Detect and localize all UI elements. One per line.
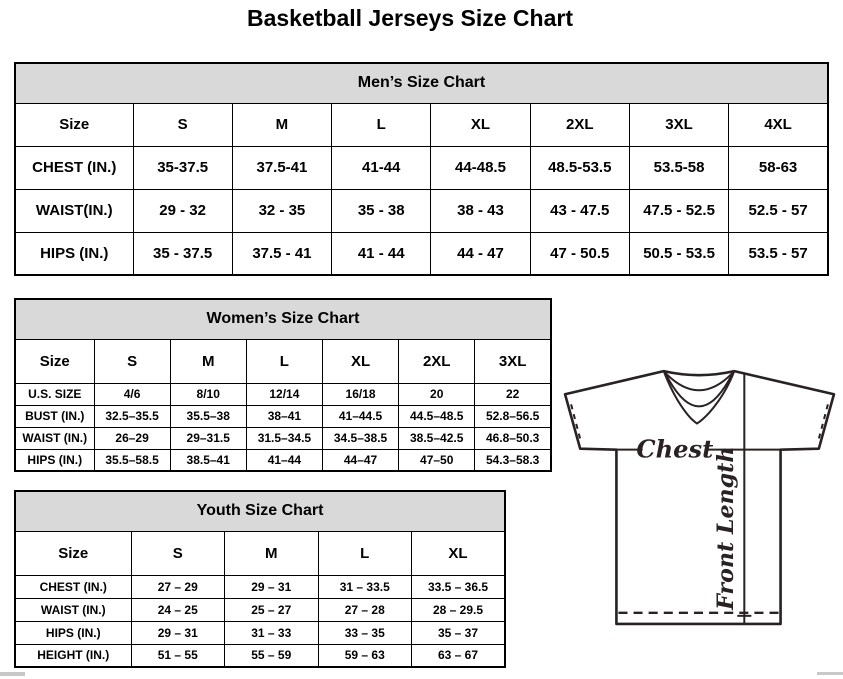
size-value: 41–44 <box>246 449 322 471</box>
size-value: 47.5 - 52.5 <box>629 189 728 232</box>
jersey-vneck <box>664 371 734 423</box>
jersey-diagram <box>556 362 843 632</box>
size-value: 4/6 <box>94 383 170 405</box>
size-value: 25 – 27 <box>225 598 319 621</box>
size-value: 58-63 <box>729 146 828 189</box>
size-value: 52.5 - 57 <box>729 189 828 232</box>
jersey-body-outline <box>565 371 834 624</box>
row-label: CHEST (IN.) <box>15 146 133 189</box>
size-value: 27 – 28 <box>318 598 412 621</box>
table-row <box>15 232 828 275</box>
column-header: 2XL <box>530 103 629 146</box>
column-header: M <box>170 339 246 383</box>
size-value: 28 – 29.5 <box>412 598 506 621</box>
youth_chart-title: Youth Size Chart <box>15 491 505 531</box>
size-value: 44–47 <box>322 449 398 471</box>
column-header: L <box>318 531 412 575</box>
column-header: S <box>94 339 170 383</box>
size-value: 47–50 <box>399 449 475 471</box>
size-value: 48.5-53.5 <box>530 146 629 189</box>
table-row <box>15 405 551 427</box>
mens-size-chart-table <box>14 62 829 276</box>
column-header: Size <box>15 339 94 383</box>
size-value: 31.5–34.5 <box>246 427 322 449</box>
row-label: WAIST (IN.) <box>15 598 131 621</box>
jersey-outline-svg <box>556 362 843 632</box>
column-header: XL <box>431 103 530 146</box>
table-row <box>15 621 505 644</box>
table-row <box>15 427 551 449</box>
table-row <box>15 189 828 232</box>
size-value: 43 - 47.5 <box>530 189 629 232</box>
size-value: 35 - 37.5 <box>133 232 232 275</box>
size-value: 35 - 38 <box>332 189 431 232</box>
page-title: Basketball Jerseys Size Chart <box>246 5 573 31</box>
column-header: XL <box>322 339 398 383</box>
table-row <box>15 598 505 621</box>
size-value: 34.5–38.5 <box>322 427 398 449</box>
size-value: 33 – 35 <box>318 621 412 644</box>
table-row <box>15 575 505 598</box>
scrollbar-fragment-right[interactable] <box>817 672 843 675</box>
size-value: 44-48.5 <box>431 146 530 189</box>
column-header: 2XL <box>399 339 475 383</box>
size-value: 33.5 – 36.5 <box>412 575 506 598</box>
table-row <box>15 644 505 667</box>
size-value: 22 <box>475 383 551 405</box>
column-header: M <box>225 531 319 575</box>
size-value: 41 - 44 <box>332 232 431 275</box>
row-label: U.S. SIZE <box>15 383 94 405</box>
size-value: 55 – 59 <box>225 644 319 667</box>
size-value: 50.5 - 53.5 <box>629 232 728 275</box>
column-header: L <box>246 339 322 383</box>
column-header: 4XL <box>729 103 828 146</box>
row-label: BUST (IN.) <box>15 405 94 427</box>
scrollbar-fragment-left[interactable] <box>0 672 25 676</box>
size-value: 31 – 33.5 <box>318 575 412 598</box>
size-value: 38 - 43 <box>431 189 530 232</box>
size-value: 20 <box>399 383 475 405</box>
size-value: 35 – 37 <box>412 621 506 644</box>
column-header: S <box>131 531 225 575</box>
size-value: 41-44 <box>332 146 431 189</box>
size-value: 32.5–35.5 <box>94 405 170 427</box>
row-label: WAIST(IN.) <box>15 189 133 232</box>
size-value: 16/18 <box>322 383 398 405</box>
size-value: 51 – 55 <box>131 644 225 667</box>
size-value: 63 – 67 <box>412 644 506 667</box>
column-header: S <box>133 103 232 146</box>
size-value: 52.8–56.5 <box>475 405 551 427</box>
size-value: 29 – 31 <box>225 575 319 598</box>
size-value: 35-37.5 <box>133 146 232 189</box>
size-value: 35.5–38 <box>170 405 246 427</box>
column-header: L <box>332 103 431 146</box>
column-header: M <box>232 103 331 146</box>
size-value: 46.8–50.3 <box>475 427 551 449</box>
womens-size-chart-table <box>14 298 552 472</box>
size-value: 53.5-58 <box>629 146 728 189</box>
size-value: 12/14 <box>246 383 322 405</box>
mens_chart-title: Men’s Size Chart <box>15 63 828 103</box>
size-value: 44.5–48.5 <box>399 405 475 427</box>
size-value: 38.5–41 <box>170 449 246 471</box>
womens_chart-title: Women’s Size Chart <box>15 299 551 339</box>
size-value: 41–44.5 <box>322 405 398 427</box>
size-value: 54.3–58.3 <box>475 449 551 471</box>
column-header: XL <box>412 531 506 575</box>
size-value: 53.5 - 57 <box>729 232 828 275</box>
column-header: Size <box>15 531 131 575</box>
front-length-label: Front Length <box>713 446 740 610</box>
size-value: 29 - 32 <box>133 189 232 232</box>
row-label: HIPS (IN.) <box>15 232 133 275</box>
jersey-collar-arc-2 <box>665 372 733 406</box>
size-value: 47 - 50.5 <box>530 232 629 275</box>
size-value: 37.5-41 <box>232 146 331 189</box>
size-value: 59 – 63 <box>318 644 412 667</box>
table-row <box>15 146 828 189</box>
size-value: 31 – 33 <box>225 621 319 644</box>
row-label: HIPS (IN.) <box>15 449 94 471</box>
size-value: 32 - 35 <box>232 189 331 232</box>
row-label: WAIST (IN.) <box>15 427 94 449</box>
size-value: 29–31.5 <box>170 427 246 449</box>
column-header: 3XL <box>629 103 728 146</box>
row-label: HEIGHT (IN.) <box>15 644 131 667</box>
chest-label: Chest <box>636 434 714 464</box>
row-label: CHEST (IN.) <box>15 575 131 598</box>
youth-size-chart-table <box>14 490 506 668</box>
size-value: 44 - 47 <box>431 232 530 275</box>
table-row <box>15 449 551 471</box>
size-value: 26–29 <box>94 427 170 449</box>
size-value: 35.5–58.5 <box>94 449 170 471</box>
size-value: 8/10 <box>170 383 246 405</box>
column-header: Size <box>15 103 133 146</box>
table-row <box>15 383 551 405</box>
size-value: 29 – 31 <box>131 621 225 644</box>
row-label: HIPS (IN.) <box>15 621 131 644</box>
size-value: 38.5–42.5 <box>399 427 475 449</box>
size-value: 37.5 - 41 <box>232 232 331 275</box>
size-value: 27 – 29 <box>131 575 225 598</box>
column-header: 3XL <box>475 339 551 383</box>
size-value: 38–41 <box>246 405 322 427</box>
size-value: 24 – 25 <box>131 598 225 621</box>
